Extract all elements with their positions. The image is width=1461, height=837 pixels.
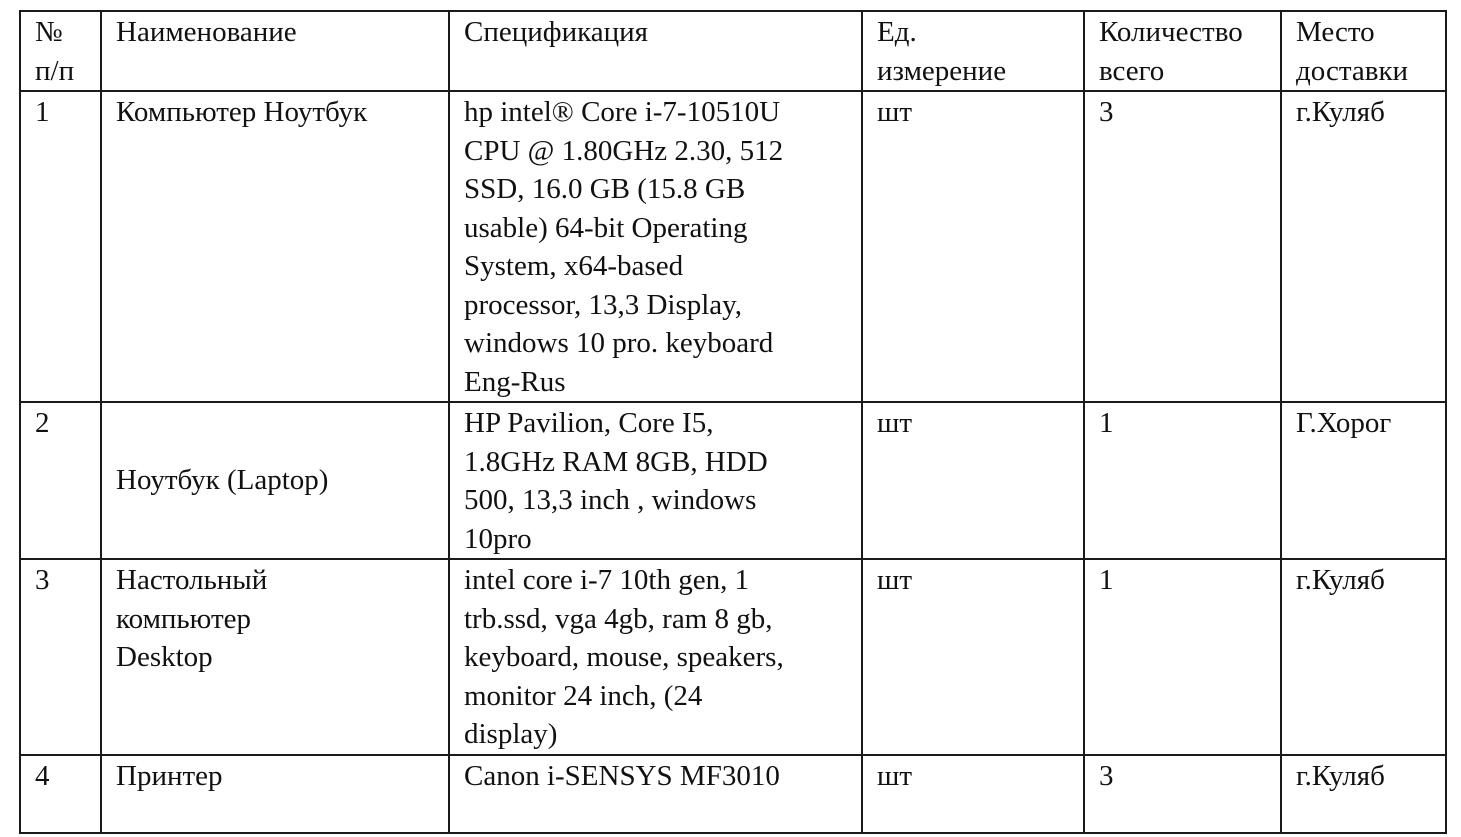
row-unit: шт: [862, 402, 1084, 559]
row-delivery-place: Г.Хорог: [1281, 402, 1446, 559]
row-quantity: 3: [1084, 755, 1281, 833]
row-quantity: 3: [1084, 91, 1281, 402]
row-specification: hp intel® Core i-7-10510U CPU @ 1.80GHz 2.30, 512 SSD, 16.0 GB (15.8 GB usable) 64-bit Operating System, x64-based processor, 13,3 Display, windows 10 pro. keyboard Eng-Rus: [449, 91, 862, 402]
header-name: Наименование: [101, 11, 449, 91]
row-specification: intel core i-7 10th gen, 1 trb.ssd, vga 4gb, ram 8 gb, keyboard, mouse, speakers, monitor 24 inch, (24 display): [449, 559, 862, 755]
row-name: Компьютер Ноутбук: [101, 91, 449, 402]
table-row: [20, 402, 1446, 559]
header-delivery-place: Место доставки: [1281, 11, 1446, 91]
row-unit: шт: [862, 559, 1084, 755]
row-number: 3: [20, 559, 101, 755]
row-number: 4: [20, 755, 101, 833]
header-quantity: Количество всего: [1084, 11, 1281, 91]
row-specification: HP Pavilion, Core I5, 1.8GHz RAM 8GB, HDD 500, 13,3 inch , windows 10pro: [449, 402, 862, 559]
row-number: 2: [20, 402, 101, 559]
row-name: Настольный компьютер Desktop: [101, 559, 449, 755]
row-unit: шт: [862, 755, 1084, 833]
row-name: Ноутбук (Laptop): [116, 464, 329, 496]
row-specification: Canon i-SENSYS MF3010: [449, 755, 862, 833]
header-unit: Ед. измерение: [862, 11, 1084, 91]
row-delivery-place: г.Куляб: [1281, 755, 1446, 833]
table-row: [20, 559, 1446, 755]
table-row: [20, 755, 1446, 833]
header-number: № п/п: [20, 11, 101, 91]
header-specification: Спецификация: [449, 11, 862, 91]
row-quantity: 1: [1084, 402, 1281, 559]
row-delivery-place: г.Куляб: [1281, 91, 1446, 402]
row-delivery-place: г.Куляб: [1281, 559, 1446, 755]
row-name-cell: [101, 402, 449, 559]
table-row: [20, 91, 1446, 402]
specification-table: [19, 10, 1447, 834]
row-quantity: 1: [1084, 559, 1281, 755]
row-number: 1: [20, 91, 101, 402]
table-header-row: [20, 11, 1446, 91]
row-unit: шт: [862, 91, 1084, 402]
row-name: Принтер: [101, 755, 449, 833]
